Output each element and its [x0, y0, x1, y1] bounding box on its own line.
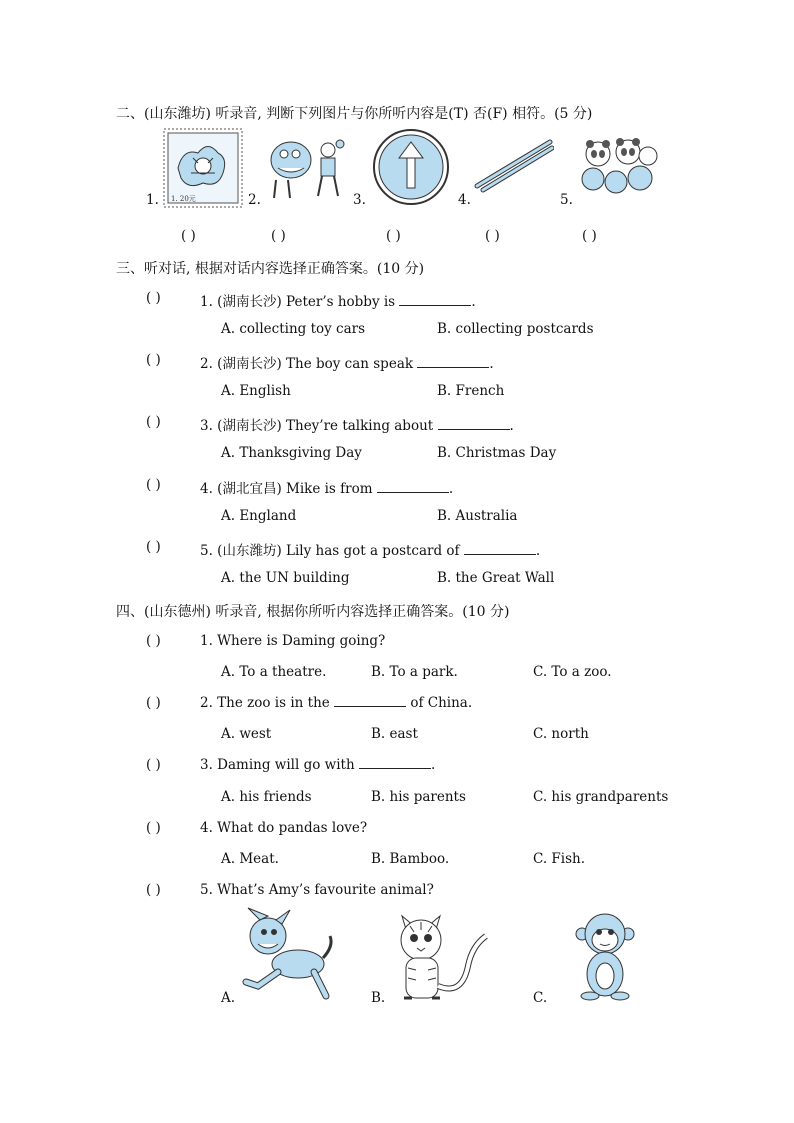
- monkey-picture: [574, 910, 636, 1002]
- s4-q2-option-c: C. north: [533, 726, 589, 742]
- s3-q3-paren[interactable]: ( ): [146, 414, 161, 430]
- s4-q5-option-a: A.: [221, 990, 236, 1006]
- s3-q1-option-b: B. collecting postcards: [437, 321, 594, 337]
- s3-q3-option-a: A. Thanksgiving Day: [221, 445, 362, 461]
- section3-heading: 三、听对话, 根据对话内容选择正确答案。(10 分): [116, 261, 425, 277]
- s4-q3-option-b: B. his parents: [371, 789, 466, 805]
- s3-q4-text: 4. (湖北宜昌) Mike is from .: [200, 481, 454, 497]
- s4-q1-paren[interactable]: ( ): [146, 633, 161, 649]
- s4-q4-option-a: A. Meat.: [221, 851, 279, 867]
- pandas-picture: [578, 134, 660, 196]
- s3-q4-paren[interactable]: ( ): [146, 477, 161, 493]
- go-straight-sign-picture: [372, 128, 450, 206]
- s2-answer-paren-4[interactable]: ( ): [485, 228, 500, 244]
- stamp-dragon-picture: [163, 128, 243, 208]
- cat-picture: [392, 906, 490, 1006]
- dog-picture: [238, 906, 338, 1004]
- s4-q4-option-c: C. Fish.: [533, 851, 586, 867]
- answer-blank[interactable]: [464, 554, 536, 555]
- s2-item2-num: 2.: [248, 192, 261, 208]
- s3-q1-text: 1. (湖南长沙) Peter’s hobby is .: [200, 294, 476, 310]
- answer-blank[interactable]: [377, 492, 449, 493]
- s4-q4-paren[interactable]: ( ): [146, 820, 161, 836]
- s2-item5-num: 5.: [560, 192, 573, 208]
- s4-q5-paren[interactable]: ( ): [146, 882, 161, 898]
- s4-q2-paren[interactable]: ( ): [146, 695, 161, 711]
- s4-q3-option-a: A. his friends: [221, 789, 312, 805]
- s4-q3-text: 3. Daming will go with .: [200, 757, 436, 773]
- s2-answer-paren-2[interactable]: ( ): [271, 228, 286, 244]
- s4-q3-paren[interactable]: ( ): [146, 757, 161, 773]
- s2-answer-paren-1[interactable]: ( ): [181, 228, 196, 244]
- answer-blank[interactable]: [399, 305, 471, 306]
- s4-q4-text: 4. What do pandas love?: [200, 820, 368, 836]
- s3-q3-option-b: B. Christmas Day: [437, 445, 557, 461]
- answer-blank[interactable]: [438, 429, 510, 430]
- s3-q2-option-a: A. English: [221, 383, 291, 399]
- s4-q1-option-a: A. To a theatre.: [221, 664, 327, 680]
- s4-q3-option-c: C. his grandparents: [533, 789, 669, 805]
- s3-q5-option-a: A. the UN building: [221, 570, 350, 586]
- s3-q1-option-a: A. collecting toy cars: [221, 321, 366, 337]
- s4-q1-option-c: C. To a zoo.: [533, 664, 612, 680]
- s3-q5-paren[interactable]: ( ): [146, 539, 161, 555]
- s3-q3-text: 3. (湖南长沙) They’re talking about .: [200, 418, 514, 434]
- s4-q4-option-b: B. Bamboo.: [371, 851, 450, 867]
- section2-heading: 二、(山东潍坊) 听录音, 判断下列图片与你所听内容是(T) 否(F) 相符。(5 分): [116, 106, 593, 122]
- s4-q1-text: 1. Where is Daming going?: [200, 633, 386, 649]
- s2-answer-paren-5[interactable]: ( ): [582, 228, 597, 244]
- s3-q2-text: 2. (湖南长沙) The boy can speak .: [200, 356, 494, 372]
- s3-q5-option-b: B. the Great Wall: [437, 570, 555, 586]
- s3-q2-option-b: B. French: [437, 383, 505, 399]
- s3-q1-paren[interactable]: ( ): [146, 290, 161, 306]
- s4-q5-option-c: C.: [533, 990, 548, 1006]
- chopsticks-picture: [474, 138, 554, 193]
- lion-dance-picture: [266, 132, 351, 204]
- s3-q5-text: 5. (山东潍坊) Lily has got a postcard of .: [200, 543, 541, 559]
- s4-q5-text: 5. What’s Amy’s favourite animal?: [200, 882, 434, 898]
- stamp-value: 1. 20元: [171, 195, 196, 203]
- s3-q4-option-a: A. England: [221, 508, 297, 524]
- s2-item4-num: 4.: [458, 192, 471, 208]
- section4-heading: 四、(山东德州) 听录音, 根据你所听内容选择正确答案。(10 分): [116, 604, 510, 620]
- answer-blank[interactable]: [334, 706, 406, 707]
- s3-q4-option-b: B. Australia: [437, 508, 518, 524]
- s4-q2-option-b: B. east: [371, 726, 418, 742]
- s2-item1-num: 1.: [146, 192, 159, 208]
- s4-q5-option-b: B.: [371, 990, 386, 1006]
- answer-blank[interactable]: [417, 367, 489, 368]
- s4-q1-option-b: B. To a park.: [371, 664, 458, 680]
- answer-blank[interactable]: [359, 768, 431, 769]
- s2-answer-paren-3[interactable]: ( ): [386, 228, 401, 244]
- s2-item3-num: 3.: [353, 192, 366, 208]
- s3-q2-paren[interactable]: ( ): [146, 352, 161, 368]
- s4-q2-option-a: A. west: [221, 726, 272, 742]
- s4-q2-text: 2. The zoo is in the of China.: [200, 695, 473, 711]
